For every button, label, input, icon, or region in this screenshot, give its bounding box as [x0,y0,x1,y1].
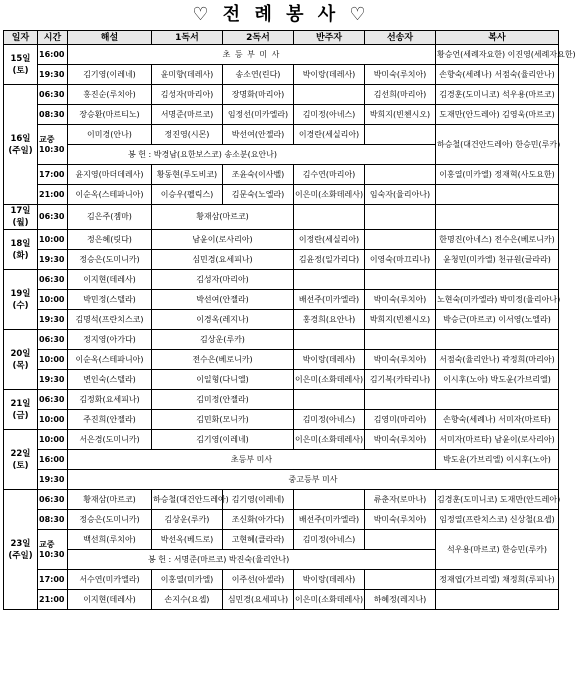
server-cell [436,330,559,350]
table-row [4,590,559,610]
table-row [4,350,559,370]
server-cell [436,270,559,290]
time-cell: 16:00 [38,450,68,470]
table-row [4,165,559,185]
mass-label: 중고등부 미사 [68,470,559,490]
server-cell [436,185,559,205]
organist-cell [294,390,365,410]
commentary-cell: 김정화(요세피나) [68,390,152,410]
time-cell: 교중 10:30 [38,530,68,570]
server-cell: 김경훈(도미니코) 석우용(마르코) [436,85,559,105]
reading1-cell: 황동현(루도비코) [152,165,223,185]
time-cell: 08:30 [38,105,68,125]
reading1-cell: 김기영(이레네) [152,430,294,450]
table-row [4,530,559,550]
cantor-cell [365,570,436,590]
time-cell: 06:30 [38,270,68,290]
commentary-cell: 서수연(미카엘라) [68,570,152,590]
time-cell: 19:30 [38,310,68,330]
time-cell: 06:30 [38,330,68,350]
reading1-cell: 박선옥(베드로) [152,530,223,550]
server-cell [436,590,559,610]
table-row [4,490,559,510]
day-cell: 15일 (토) [4,45,38,85]
reading2-cell: 장명화(마리아) [223,85,294,105]
organist-cell: 김수연(마리아) [294,165,365,185]
reading2-cell: 심민경(요세피나) [223,590,294,610]
header-row [4,31,559,45]
mass-label: 초 등 부 미 사 [68,45,436,65]
cantor-cell [365,205,436,230]
time-cell: 19:30 [38,470,68,490]
table-row [4,45,559,65]
reading1-cell: 서명준(마르코) [152,105,223,125]
server-cell: 임정열(프란치스코) 신상철(요셉) [436,510,559,530]
day-cell: 23일 (주일) [4,490,38,610]
cantor-cell [365,165,436,185]
commentary-cell: 이지현(데레사) [68,270,152,290]
table-row [4,570,559,590]
table-row [4,125,559,145]
cantor-cell: 박미숙(루치아) [365,350,436,370]
reading1-cell: 김상운(루카) [152,330,294,350]
table-row [4,310,559,330]
cantor-cell: 김선희(마리아) [365,85,436,105]
organist-cell: 배선주(미카엘라) [294,510,365,530]
server-cell: 이시후(노아) 박도윤(가브리엘) [436,370,559,390]
time-cell: 21:00 [38,590,68,610]
cantor-cell: 하혜정(레지나) [365,590,436,610]
cantor-cell: 김기복(카타리나) [365,370,436,390]
table-row [4,270,559,290]
time-cell: 06:30 [38,205,68,230]
cantor-cell [365,230,436,250]
cantor-cell: 박희지(빈첸시오) [365,310,436,330]
organist-cell: 배선주(미카엘라) [294,290,365,310]
commentary-cell: 이미경(안나) [68,125,152,145]
reading2-cell: 조윤숙(이사벨) [223,165,294,185]
time-cell: 06:30 [38,85,68,105]
reading1-cell: 박선여(안젤라) [152,290,294,310]
organist-cell: 박이랑(데레사) [294,65,365,85]
organist-cell: 김미정(아네스) [294,530,365,550]
commentary-cell: 이순옥(스테파니아) [68,350,152,370]
page-title: ♡ 전 례 봉 사 ♡ [192,4,370,25]
cantor-cell [365,530,436,550]
day-cell: 22일 (토) [4,430,38,490]
reading2-cell: 고현혜(클라라) [223,530,294,550]
server-cell: 서점숙(율리안나) 곽정희(마리아) [436,350,559,370]
time-cell: 16:00 [38,45,68,65]
header-commentary: 해설 [68,31,152,45]
cantor-cell: 류춘자(로마나) [365,490,436,510]
server-cell: 박승근(마르코) 이서영(노엘라) [436,310,559,330]
table-row [4,185,559,205]
table-row [4,450,559,470]
commentary-cell: 김명석(프란치스코) [68,310,152,330]
reading1-cell: 김성자(마리아) [152,85,223,105]
commentary-cell: 변인숙(스텔라) [68,370,152,390]
reading1-cell: 윤미향(데레사) [152,65,223,85]
reading1-cell: 하승철(대건안드레아) [152,490,223,510]
cantor-cell: 박미숙(루치아) [365,430,436,450]
commentary-cell: 장승환(마르티노) [68,105,152,125]
server-cell: 황승언(세례자요한) 이진영(세례자요한) [436,45,559,65]
server-cell: 노현숙(미카엘라) 박미정(율리아나) [436,290,559,310]
time-cell: 10:00 [38,290,68,310]
cantor-cell: 김영미(마리아) [365,410,436,430]
table-row [4,470,559,490]
commentary-cell: 이순옥(스테파니아) [68,185,152,205]
schedule-table [3,30,576,610]
table-row [4,230,559,250]
reading1-cell: 정진영(시몬) [152,125,223,145]
header-altar-server: 복사 [436,31,559,45]
reading1-cell: 이경옥(레지나) [152,310,294,330]
commentary-cell: 황재삼(마르코) [68,490,152,510]
commentary-cell: 김기영(이레네) [68,65,152,85]
organist-cell: 이은미(소화데레사) [294,590,365,610]
organist-cell: 홍경희(요안나) [294,310,365,330]
time-cell: 17:00 [38,570,68,590]
organist-cell: 김윤정(일가리다) [294,250,365,270]
server-cell: 정재엽(가브리엘) 채정희(루피나) [436,570,559,590]
table-row [4,390,559,410]
reading1-cell: 김민화(모니카) [152,410,294,430]
commentary-cell: 김은주(젬마) [68,205,152,230]
table-row [4,370,559,390]
header-organist: 반주자 [294,31,365,45]
organist-cell [294,490,365,510]
commentary-cell: 홍진순(루치아) [68,85,152,105]
organist-cell: 박이랑(데레사) [294,350,365,370]
cantor-cell: 이영숙(마끄리나) [365,250,436,270]
server-cell: 김경훈(도미니코) 도재만(안드레아) [436,490,559,510]
server-cell: 윤청민(미카엘) 천규원(글라라) [436,250,559,270]
reading2-cell: 임정선(미카엘라) [223,105,294,125]
server-cell: 손향숙(세례나) 서미자(마르타) [436,410,559,430]
day-cell: 20일 (목) [4,330,38,390]
server-cell: 서미자(마르타) 남윤이(로사리아) [436,430,559,450]
cantor-cell [365,125,436,145]
cantor-cell: 박미숙(루치아) [365,510,436,530]
server-cell: 한명진(아네스) 전수은(베로니카) [436,230,559,250]
commentary-cell: 윤지영(마더데레사) [68,165,152,185]
organist-cell: 이은미(소화데레사) [294,185,365,205]
reading1-cell: 김상운(루카) [152,510,223,530]
header-time: 시간 [38,31,68,45]
organist-cell [294,85,365,105]
cantor-cell [365,270,436,290]
header-cantor: 선송자 [365,31,436,45]
commentary-cell: 백선희(루치아) [68,530,152,550]
server-cell: 석우용(마르코) 한승민(루카) [436,530,559,570]
table-row [4,105,559,125]
time-cell: 06:30 [38,490,68,510]
commentary-cell: 정은혜(릿다) [68,230,152,250]
commentary-cell: 이지현(데레사) [68,590,152,610]
cantor-cell: 박희지(빈첸시오) [365,105,436,125]
table-row [4,290,559,310]
day-cell: 21일 (금) [4,390,38,430]
organist-cell [294,205,365,230]
time-cell: 06:30 [38,390,68,410]
table-row [4,410,559,430]
reading1-cell: 손지수(요셉) [152,590,223,610]
offering-cell: 봉 헌 : 박경남(요한보스코) 송소분(요안나) [68,145,436,165]
organist-cell: 이경란(세실리아) [294,125,365,145]
time-cell: 17:00 [38,165,68,185]
table-row [4,510,559,530]
organist-cell: 이은미(소화데레사) [294,370,365,390]
server-cell: 이홍열(미카엘) 정재혁(사도요한) [436,165,559,185]
cantor-cell [365,390,436,410]
table-row [4,330,559,350]
server-cell: 하승철(대건안드레아) 한승민(루카) [436,125,559,165]
cantor-cell: 임숙자(율리아나) [365,185,436,205]
organist-cell [294,330,365,350]
commentary-cell: 주진희(안젤라) [68,410,152,430]
time-cell: 19:30 [38,65,68,85]
reading2-cell: 이주선(아셀라) [223,570,294,590]
offering-cell: 봉 헌 : 서명준(마르코) 박진숙(율리안나) [68,550,436,570]
reading1-cell: 이일형(다니엘) [152,370,294,390]
mass-label: 초등부 미사 [68,450,436,470]
server-cell: 손향숙(세례나) 서점숙(율리안나) [436,65,559,85]
day-cell: 19일 (수) [4,270,38,330]
time-cell: 21:00 [38,185,68,205]
day-cell: 16일 (주일) [4,85,38,205]
header-reading2: 2독서 [223,31,294,45]
server-cell: 박도윤(가브리엘) 이시후(노아) [436,450,559,470]
commentary-cell: 정지영(아가다) [68,330,152,350]
commentary-cell: 박민정(스텔라) [68,290,152,310]
commentary-cell: 정승은(도미니카) [68,510,152,530]
cantor-cell: 박미숙(루치아) [365,290,436,310]
time-cell: 10:00 [38,350,68,370]
header-reading1: 1독서 [152,31,223,45]
day-cell: 18일 (화) [4,230,38,270]
table-row [4,430,559,450]
time-cell: 10:00 [38,410,68,430]
organist-cell: 김미정(아네스) [294,105,365,125]
server-cell [436,390,559,410]
organist-cell: 이은미(소화데레사) [294,430,365,450]
reading1-cell: 김성자(마리아) [152,270,294,290]
cantor-cell [365,330,436,350]
table-row [4,250,559,270]
time-cell: 교중 10:30 [38,125,68,165]
table-row [4,85,559,105]
time-cell: 19:30 [38,370,68,390]
organist-cell: 김미정(아네스) [294,410,365,430]
reading1-cell: 남윤이(로사리아) [152,230,294,250]
cantor-cell: 박미숙(루치아) [365,65,436,85]
reading2-cell: 박선여(안젤라) [223,125,294,145]
reading1-cell: 이홍열(미카엘) [152,570,223,590]
table-row [4,205,559,230]
server-cell: 도재만(안드레아) 김영욱(마르코) [436,105,559,125]
organist-cell: 박이랑(데레사) [294,570,365,590]
reading2-cell: 송소연(린다) [223,65,294,85]
reading2-cell: 김기영(이레네) [223,490,294,510]
server-cell [436,205,559,230]
commentary-cell: 정승은(도미니카) [68,250,152,270]
table-row [4,65,559,85]
header-date: 일자 [4,31,38,45]
reading2-cell: 조신화(아가다) [223,510,294,530]
reading1-cell: 김미정(안젤라) [152,390,294,410]
time-cell: 19:30 [38,250,68,270]
commentary-cell: 서은경(도미니카) [68,430,152,450]
day-cell: 17일 (월) [4,205,38,230]
reading1-cell: 심민경(요세피나) [152,250,294,270]
reading1-cell: 황재삼(마르코) [152,205,294,230]
time-cell: 08:30 [38,510,68,530]
organist-cell: 이정란(세실리아) [294,230,365,250]
reading2-cell: 김문숙(노엘라) [223,185,294,205]
organist-cell [294,270,365,290]
reading1-cell: 이승우(펠릭스) [152,185,223,205]
time-cell: 10:00 [38,430,68,450]
reading1-cell: 전수은(베로니카) [152,350,294,370]
time-cell: 10:00 [38,230,68,250]
